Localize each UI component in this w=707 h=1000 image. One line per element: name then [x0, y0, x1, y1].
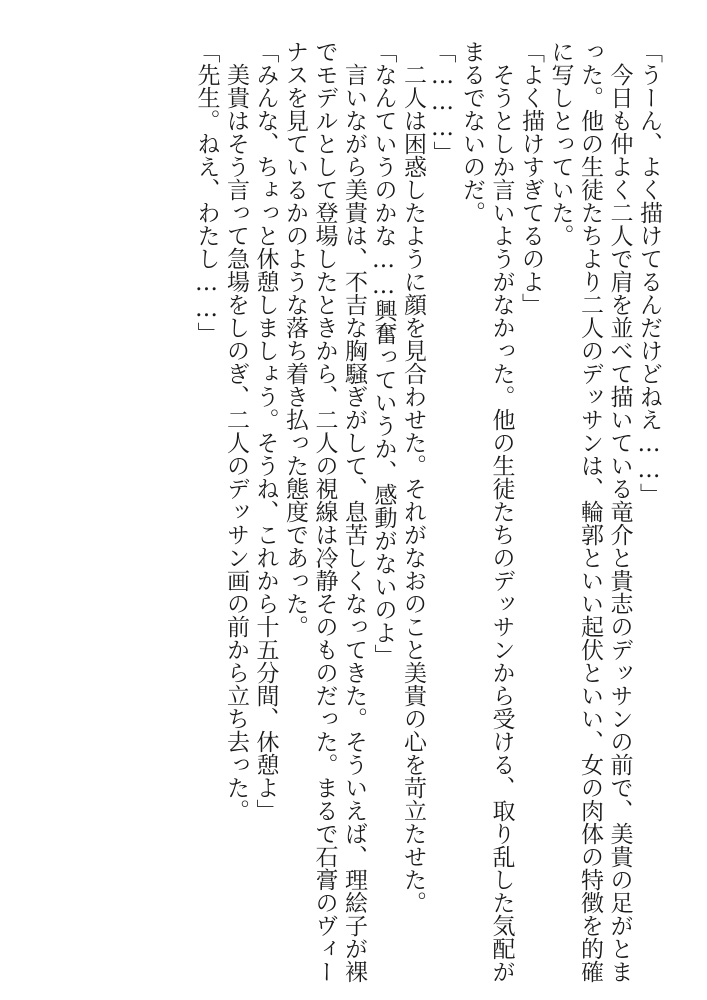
text-line: 言いながら美貴は、不吉な胸騒ぎがして、息苦しくなってきた。そういえば、理絵子が裸 [341, 63, 367, 983]
text-line: った。他の生徒たちより二人のデッサンは、輪郭といい起伏といい、女の肉体の特徴を的確 [577, 40, 603, 983]
text-line: 二人は困惑したように顔を見合わせた。それがなおのこと美貴の心を苛立たせた。 [400, 63, 426, 914]
text-line: に写しとっていた。 [547, 40, 574, 247]
text-line: 「………」 [429, 40, 456, 164]
text-line: ナスを見ているかのような落ち着き払った態度であった。 [282, 40, 308, 638]
text-line: 美貴はそう言って急場をしのぎ、二人のデッサン画の前から立ち去った。 [223, 63, 249, 822]
text-line: 「うーん、よく描けてるんだけどねえ……」 [636, 40, 662, 506]
text-line: 「先生。ねえ、わたし……」 [193, 40, 220, 345]
text-line: まるでないのだ。 [459, 40, 485, 224]
text-line: 「よく描けすぎてるのよ」 [518, 40, 544, 316]
text-line: 「みんな、ちょっと休憩しましょう。そうね、これから十五分間、休憩よ」 [252, 40, 279, 822]
text-line: そうとしか言いようがなかった。他の生徒たちのデッサンから受ける、取り乱した気配が [488, 63, 515, 983]
text-line: 今日も仲よく二人で肩を並べて描いている竜介と貴志のデッサンの前で、美貴の足がとま [606, 63, 633, 983]
text-line: でモデルとして登場したときから、二人の視線は冷静そのものだった。まるで石膏のヴィー [311, 40, 338, 983]
text-line: 「なんていうのかな……興奮っていうか、感動がないのよ」 [370, 40, 397, 667]
vertical-text-body [191, 40, 663, 983]
